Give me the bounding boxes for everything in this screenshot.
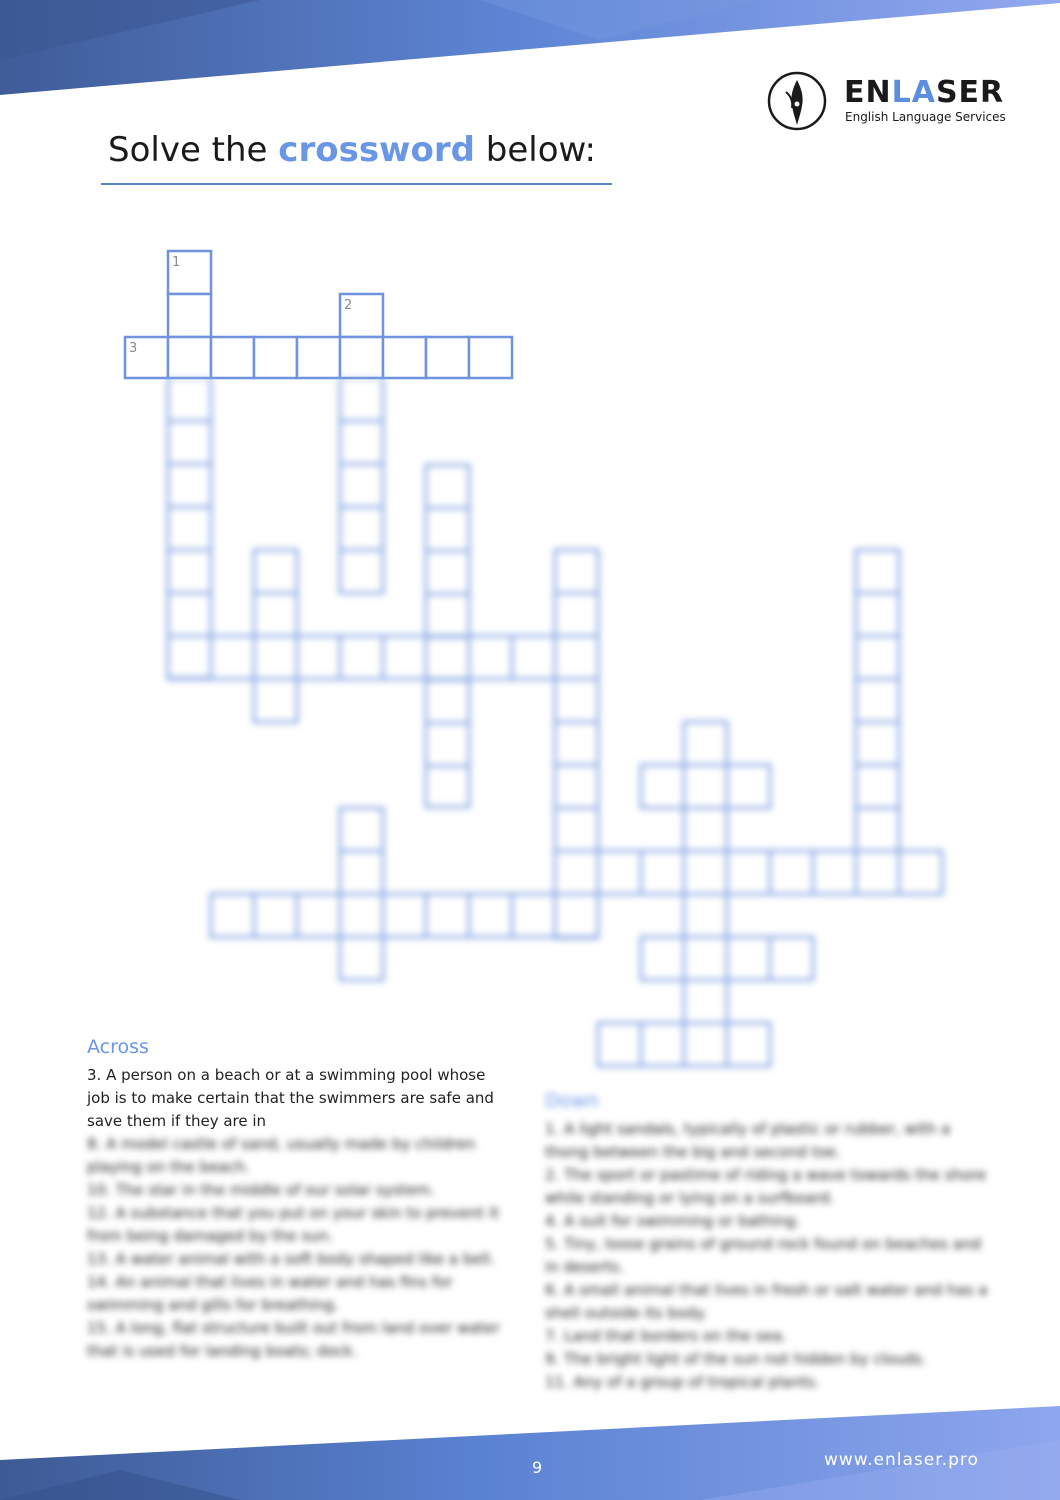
clue-across-8: 8. A model castle of sand, usually made by children playing on the beach. xyxy=(87,1135,476,1176)
crossword-cell[interactable] xyxy=(254,337,297,378)
clue-down-2: 2. The sport or pastime of riding a wave towards the shore while standing or lying on a surfboard. xyxy=(545,1166,987,1207)
website-link[interactable]: www.enlaser.pro xyxy=(824,1450,979,1470)
clue-across-14: 14. An animal that lives in water and has fins for swimming and gills for breathing. xyxy=(87,1273,453,1314)
title-suffix: below: xyxy=(474,130,596,170)
brand-name-part3: SER xyxy=(935,75,1005,110)
across-clues-blurred xyxy=(87,1133,507,1363)
cell-number-2: 2 xyxy=(344,298,353,313)
clue-down-6: 6. A small animal that lives in fresh or salt water and has a shell outside its body. xyxy=(545,1281,988,1322)
crossword-cell[interactable] xyxy=(168,294,211,337)
clue-across-10: 10. The star in the middle of our solar system. xyxy=(87,1181,436,1199)
page-number: 9 xyxy=(532,1458,543,1477)
down-title: Down xyxy=(545,1090,599,1112)
cell-number-3: 3 xyxy=(129,341,138,356)
title-prefix: Solve the xyxy=(108,130,279,170)
crossword-cell[interactable] xyxy=(469,337,512,378)
brand-name-part1: EN xyxy=(844,75,892,110)
clue-down-5: 5. Tiny, loose grains of ground rock found on beaches and in deserts. xyxy=(545,1235,982,1276)
clue-across-15: 15. A long, flat structure built out from land over water that is used for landing boats; dock. xyxy=(87,1319,500,1360)
crossword-cell[interactable] xyxy=(211,337,254,378)
across-title: Across xyxy=(87,1036,149,1058)
down-clues xyxy=(545,1090,995,1394)
crossword-cell[interactable] xyxy=(168,337,211,378)
clue-down-1: 1. A light sandals, typically of plastic or rubber, with a thong between the big and second toe. xyxy=(545,1120,951,1161)
clue-across-13: 13. A water animal with a soft body shaped like a bell. xyxy=(87,1250,495,1268)
crossword-grid-visible xyxy=(0,0,1060,380)
clue-down-11: 11. Any of a group of tropical plants. xyxy=(545,1373,820,1391)
clue-down-9: 9. The bright light of the sun not hidden by clouds. xyxy=(545,1350,927,1368)
crossword-cell[interactable] xyxy=(297,337,340,378)
clue-down-7: 7. Land that borders on the sea. xyxy=(545,1327,787,1345)
crossword-cell[interactable] xyxy=(340,337,383,378)
cell-number-1: 1 xyxy=(172,255,181,270)
brand-name-part2: LA xyxy=(891,75,936,110)
title-highlight: crossword xyxy=(278,130,475,170)
crossword-cell[interactable] xyxy=(426,337,469,378)
crossword-cell[interactable] xyxy=(383,337,426,378)
clue-across-12: 12. A substance that you put on your skin to prevent it from being damaged by the sun. xyxy=(87,1204,499,1245)
clue-across-3: 3. A person on a beach or at a swimming pool whose job is to make certain that the swimmers are safe and save them if they are in xyxy=(87,1066,494,1130)
brand-tagline: English Language Services xyxy=(845,110,1006,124)
across-clues xyxy=(87,1036,507,1363)
clue-down-4: 4. A suit for swimming or bathing. xyxy=(545,1212,801,1230)
